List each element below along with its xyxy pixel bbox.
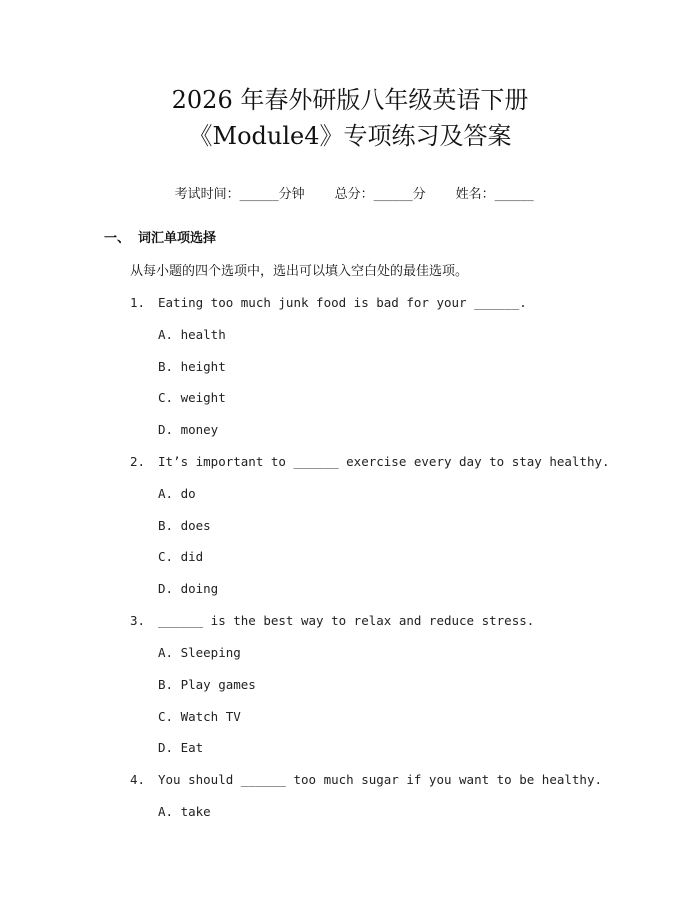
section-number: 一、: [104, 231, 131, 246]
question-number: 4.: [130, 772, 146, 787]
answer-option: A. health: [158, 327, 226, 342]
document-title-line-1: 2026 年春外研版八年级英语下册: [171, 86, 529, 114]
answer-option: A. Sleeping: [158, 645, 241, 660]
answer-option: B. Play games: [158, 677, 256, 692]
exam-info-row: [0, 168, 700, 204]
answer-option: A. take: [158, 804, 211, 819]
question-number: 3.: [130, 613, 146, 628]
question-number: 2.: [130, 454, 146, 469]
answer-option: D. money: [158, 422, 219, 437]
answer-option: B. height: [158, 359, 226, 374]
answer-option: A. do: [158, 486, 196, 501]
section-heading: [104, 230, 216, 248]
answer-option: D. doing: [158, 581, 219, 596]
exam-time-field: 考试时间：______分钟: [174, 187, 305, 202]
student-name-field: 姓名：______: [455, 187, 534, 202]
question-number: 1.: [130, 295, 146, 310]
question-text: It’s important to ______ exercise every day to stay healthy.: [158, 454, 610, 469]
question-text: You should ______ too much sugar if you want to be healthy.: [158, 772, 603, 787]
total-score-field: 总分：______分: [334, 187, 426, 202]
answer-option: C. did: [158, 549, 204, 564]
document-title-line-2: 《Module4》专项练习及答案: [188, 122, 512, 150]
answer-option: D. Eat: [158, 740, 204, 755]
answer-option: C. Watch TV: [158, 709, 241, 724]
section-title: 词汇单项选择: [138, 231, 217, 246]
question-text: Eating too much junk food is bad for your ______.: [158, 295, 527, 310]
question-text: ______ is the best way to relax and reduce stress.: [158, 613, 535, 628]
answer-option: C. weight: [158, 390, 226, 405]
answer-option: B. does: [158, 518, 211, 533]
section-instruction: 从每小题的四个选项中，选出可以填入空白处的最佳选项。: [130, 264, 469, 279]
